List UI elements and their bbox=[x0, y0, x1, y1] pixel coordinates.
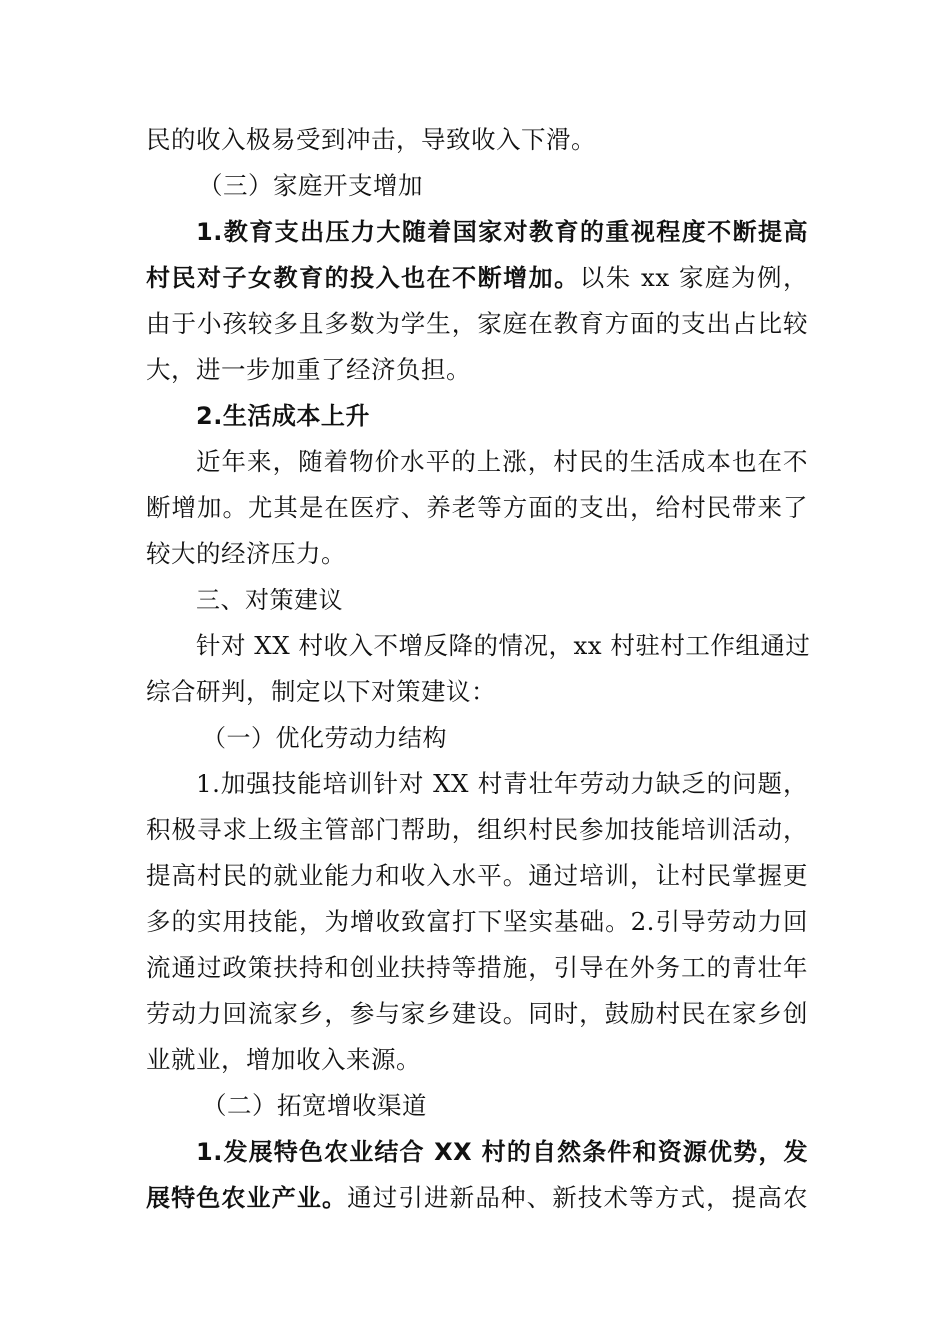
chapter-heading: 三、对策建议 bbox=[196, 586, 343, 614]
paragraph-line: 针对 XX 村收入不增反降的情况，xx 村驻村工作组通过 bbox=[196, 631, 811, 660]
paragraph-line: 1.加强技能培训针对 XX 村青壮年劳动力缺乏的问题， bbox=[196, 769, 808, 798]
paragraph-line: 劳动力回流家乡，参与家乡建设。同时，鼓励村民在家乡创 bbox=[146, 999, 808, 1028]
bold-heading-line: 1.发展特色农业结合 XX 村的自然条件和资源优势，发 bbox=[196, 1138, 808, 1166]
paragraph-line: 较大的经济压力。 bbox=[146, 539, 346, 568]
paragraph-line: 流通过政策扶持和创业扶持等措施，引导在外务工的青壮年 bbox=[146, 953, 808, 982]
section-heading: （三）家庭开支增加 bbox=[198, 171, 423, 200]
bold-heading-line: 村民对子女教育的投入也在不断增加。 bbox=[146, 264, 580, 292]
paragraph-line: 多的实用技能，为增收致富打下坚实基础。2.引导劳动力回 bbox=[146, 907, 808, 936]
bold-heading-line: 1.教育支出压力大随着国家对教育的重视程度不断提高 bbox=[196, 218, 808, 246]
paragraph-line bbox=[146, 256, 808, 300]
paragraph-line: 提高村民的就业能力和收入水平。通过培训，让村民掌握更 bbox=[146, 861, 808, 890]
paragraph-line: 大，进一步加重了经济负担。 bbox=[146, 355, 471, 384]
paragraph-line: 积极寻求上级主管部门帮助，组织村民参加技能培训活动， bbox=[146, 815, 808, 844]
section-heading: （一）优化劳动力结构 bbox=[202, 724, 447, 752]
paragraph-text: 以朱 xx 家庭为例， bbox=[579, 263, 809, 292]
bold-heading-line: 展特色农业产业。 bbox=[146, 1184, 348, 1212]
paragraph-line: 由于小孩较多且多数为学生，家庭在教育方面的支出占比较 bbox=[146, 309, 808, 338]
paragraph-text: 通过引进新品种、新技术等方式，提高农 bbox=[347, 1183, 809, 1212]
subheading: 2.生活成本上升 bbox=[196, 402, 370, 430]
paragraph-line: 断增加。尤其是在医疗、养老等方面的支出，给村民带来了 bbox=[146, 493, 808, 522]
paragraph-line: 近年来，随着物价水平的上涨，村民的生活成本也在不 bbox=[196, 447, 808, 476]
paragraph-line: 综合研判，制定以下对策建议： bbox=[146, 677, 496, 706]
paragraph-line: 民的收入极易受到冲击，导致收入下滑。 bbox=[146, 125, 596, 154]
paragraph-line: 业就业，增加收入来源。 bbox=[146, 1045, 421, 1074]
section-heading: （二）拓宽增收渠道 bbox=[202, 1091, 427, 1120]
paragraph-line bbox=[146, 1176, 808, 1220]
